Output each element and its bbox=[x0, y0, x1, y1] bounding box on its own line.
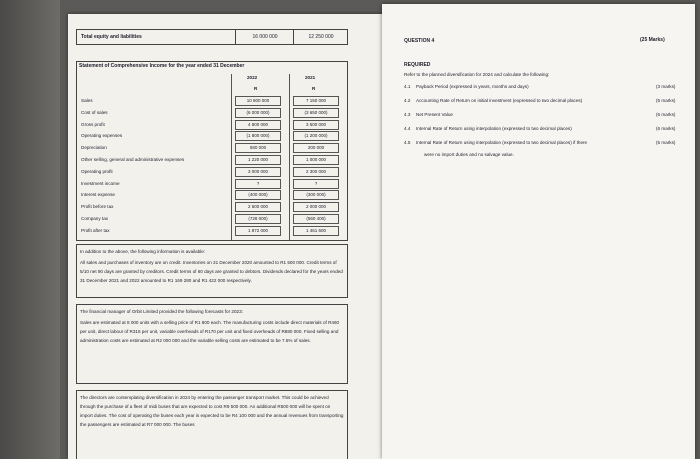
statement-row bbox=[77, 214, 347, 223]
currency-2022: R bbox=[254, 86, 258, 91]
row-value-2021: (1 200 000) bbox=[293, 131, 339, 141]
row-value-2021: 3 500 000 bbox=[293, 120, 339, 130]
paragraph: The directors are contemplating diversification in 2024 by entering the passenger transport market. This could be achieved through the purchase of a fleet of midi buses that are expected to cost R9 500 000. An additional R500 000 will be spent on import duties. The cost of operating the buses each year is expected to be R4 100 000 and the annual revenues from transporting the passengers are estimated at R7 000 000. The buses bbox=[80, 395, 344, 427]
total-equity-label: Total equity and liabilities bbox=[81, 34, 142, 40]
item-text: Net Present Value bbox=[416, 112, 453, 117]
currency-2021: R bbox=[312, 86, 316, 91]
row-value-2022: (6 000 000) bbox=[235, 108, 281, 118]
item-number: 4.1 bbox=[404, 84, 411, 89]
row-label: Depreciation bbox=[81, 145, 107, 151]
row-value-2021: ? bbox=[293, 179, 339, 189]
question-title: QUESTION 4 bbox=[404, 38, 435, 44]
item-marks: (5 marks) bbox=[656, 140, 676, 145]
row-label: Profit before tax bbox=[81, 204, 114, 210]
question-note: were no import duties and no salvage value. bbox=[424, 152, 514, 157]
income-statement-table bbox=[76, 61, 348, 241]
row-value-2021: (300 000) bbox=[293, 190, 339, 200]
item-number: 4.5 bbox=[404, 140, 411, 145]
row-value-2022: (1 800 000) bbox=[235, 131, 281, 141]
row-value-2022: 580 000 bbox=[235, 143, 281, 153]
total-equity-row bbox=[76, 29, 348, 45]
row-label: Profit after tax bbox=[81, 227, 110, 233]
question-item bbox=[404, 98, 689, 103]
row-label: Investment income bbox=[81, 180, 120, 186]
additional-info-box bbox=[76, 244, 348, 298]
required-intro: Refer to the planned diversification for 2024 and calculate the following: bbox=[404, 72, 550, 77]
statement-row bbox=[77, 143, 347, 152]
item-text: Internal Rate of Return using interpolation (expressed to two decimal places) if there bbox=[416, 140, 588, 145]
left-exam-page bbox=[68, 14, 386, 459]
item-marks: (3 marks) bbox=[656, 84, 676, 89]
year-2022-header: 2022 bbox=[247, 75, 258, 80]
question-item bbox=[404, 140, 689, 145]
row-label: Gross profit bbox=[81, 121, 105, 127]
statement-row bbox=[77, 120, 347, 129]
row-value-2021: 200 000 bbox=[293, 143, 339, 153]
item-marks: (5 marks) bbox=[656, 98, 676, 103]
item-number: 4.4 bbox=[404, 126, 411, 131]
paragraph: In addition to the above, the following information is available: bbox=[80, 249, 206, 254]
item-marks: (6 marks) bbox=[656, 112, 676, 117]
row-value-2022: 4 800 000 bbox=[235, 120, 281, 130]
statement-row bbox=[77, 190, 347, 199]
statement-row bbox=[77, 131, 347, 140]
row-label: Interest expense bbox=[81, 192, 115, 198]
statement-row bbox=[77, 155, 347, 164]
statement-row bbox=[77, 108, 347, 117]
row-label: Other selling, general and administrative expenses bbox=[81, 157, 185, 162]
row-label: Operating profit bbox=[81, 168, 113, 174]
row-value-2021: 7 150 000 bbox=[293, 96, 339, 106]
paragraph: Sales are estimated at 8 000 units with a selling price of R1 800 each. The manufacturing costs include direct materials of R460 per unit, direct labour of R315 per unit, variable overheads of R170 per unit and fixed overheads of R880 000. Fixed selling and administration costs are estimated at R2 000 000 and the variable selling costs are estimated to be 7.5% of sales. bbox=[80, 320, 340, 343]
income-statement-title: Statement of Comprehensive Income for the year ended 31 December bbox=[79, 63, 245, 69]
row-value-2022: (728 000) bbox=[235, 214, 281, 224]
row-value-2021: 2 000 000 bbox=[293, 202, 339, 212]
total-equity-2022: 16 000 000 bbox=[235, 30, 294, 44]
statement-row bbox=[77, 226, 347, 235]
item-marks: (6 marks) bbox=[656, 126, 676, 131]
item-text: Payback Period (expressed in years, months and days) bbox=[416, 84, 529, 89]
question-item bbox=[404, 126, 689, 131]
row-value-2022: 10 800 000 bbox=[235, 96, 281, 106]
question-item bbox=[404, 112, 689, 117]
item-number: 4.3 bbox=[404, 112, 411, 117]
item-text: Internal Rate of Return using interpolation (expressed to two decimal places) bbox=[416, 126, 572, 131]
statement-row bbox=[77, 202, 347, 211]
row-value-2022: (400 000) bbox=[235, 190, 281, 200]
question-item bbox=[404, 84, 689, 89]
row-value-2022: 1 220 000 bbox=[235, 155, 281, 165]
row-value-2021: (3 650 000) bbox=[293, 108, 339, 118]
item-text: Accounting Rate of Return on initial investment (expressed to two decimal places) bbox=[416, 98, 583, 103]
statement-row bbox=[77, 179, 347, 188]
row-value-2021: 1 000 000 bbox=[293, 155, 339, 165]
background-shadow bbox=[0, 0, 60, 459]
row-label: Operating expenses bbox=[81, 133, 123, 139]
row-value-2021: 1 461 600 bbox=[293, 226, 339, 236]
statement-row bbox=[77, 96, 347, 105]
row-label: Sales bbox=[81, 98, 93, 103]
right-exam-page bbox=[382, 4, 695, 459]
paragraph: The financial manager of Orbit Limited provided the following forecasts for 2023: bbox=[80, 309, 243, 314]
row-value-2022: 3 000 000 bbox=[235, 167, 281, 177]
year-2021-header: 2021 bbox=[305, 75, 316, 80]
statement-row bbox=[77, 167, 347, 176]
diversification-info-box bbox=[76, 390, 348, 459]
row-label: Cost of sales bbox=[81, 109, 108, 115]
row-value-2022: 1 872 000 bbox=[235, 226, 281, 236]
row-label: Company tax bbox=[81, 216, 109, 221]
forecast-info-box bbox=[76, 304, 348, 384]
row-value-2022: 2 600 000 bbox=[235, 202, 281, 212]
row-value-2021: (560 400) bbox=[293, 214, 339, 224]
row-value-2022: ? bbox=[235, 179, 281, 189]
row-value-2021: 2 300 000 bbox=[293, 167, 339, 177]
required-heading: REQUIRED bbox=[404, 62, 431, 68]
total-equity-2021: 12 250 000 bbox=[293, 30, 348, 44]
item-number: 4.2 bbox=[404, 98, 411, 103]
paragraph: All sales and purchases of inventory are on credit. Inventories on 31 December 2020 amounted to R1 500 000. Credit terms of 5/10 net 90 days are granted by creditors. Credit terms of 60 days are granted to debtors. Dividends declared for the years ended 31 December 2021 and 2022 amounted to R1 169 280 and R1 422 000 respectively. bbox=[80, 260, 343, 283]
question-total-marks: (25 Marks) bbox=[640, 37, 665, 43]
